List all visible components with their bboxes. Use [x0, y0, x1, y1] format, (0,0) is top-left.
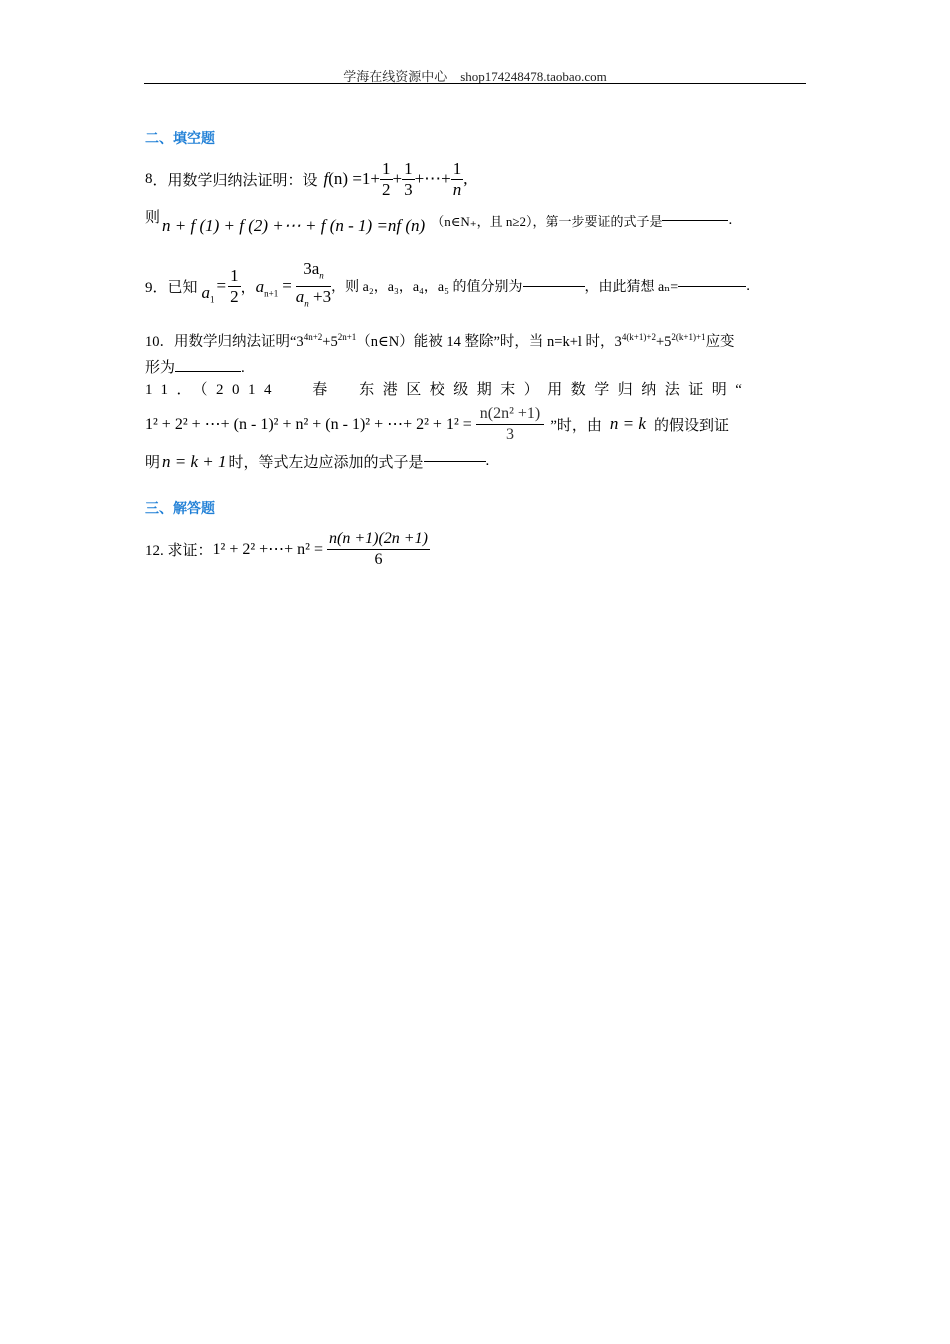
q12-frac: $\frac{n(n +1)(2n +1)}{6}$ — [329, 529, 428, 568]
q11-sum-expression: 1² + 2² + ⋯+ (n - 1)² + n² + (n - 1)² + ⋯+ 2² + 1² = — [145, 416, 472, 433]
section-title-answer: 三、解答题 — [145, 501, 215, 517]
q8-f: f — [323, 169, 329, 188]
q9-a1: $a_1$ — [201, 283, 215, 305]
q12-lead: 12. 求证： — [145, 542, 213, 559]
question-10-line2: 形为 . — [145, 360, 245, 376]
q8-eq-rest: (n) =1+ — [328, 169, 380, 188]
q11-after: ”时，由 — [550, 417, 602, 434]
q9-eq1: = — [216, 276, 227, 295]
header-rule — [144, 83, 806, 84]
q9-values-blank — [523, 286, 585, 287]
question-8-line2 — [145, 206, 732, 234]
question-10-line1: 10．用数学归纳法证明“$3^{4n+2}+5^{2n+1}(n\in N)$能被 14 整除”时，当 n=k+l 时，$3^{4(k+1)+2}+5^{2(k+1)+1}$应变 — [145, 332, 735, 350]
q8-then: 则 — [145, 210, 161, 226]
q8-frac-half: $\frac{1}{2}$ — [382, 158, 391, 199]
q9-frac-half: $\frac{1}{2}$ — [230, 265, 239, 306]
q11-nk1: n = k + 1 — [162, 451, 227, 471]
question-12 — [145, 525, 430, 573]
q10-answer-blank — [175, 371, 241, 372]
q8-frac-n: $\frac{1}{n}$ — [452, 158, 462, 199]
q9-text: ，则 a₂，a₃，a₄，a₅ 的值分别为 — [331, 280, 523, 295]
q8-sum-expression: n + f (1) + f (2) +⋯ + f (n - 1) =nf (n) — [162, 216, 426, 235]
q9-recurrence-frac: $\frac{3a_n}{a_n +3}$ — [295, 259, 332, 308]
q9-text2: ，由此猜想 aₙ= — [584, 280, 679, 295]
q8-answer-blank — [662, 220, 728, 221]
q8-ellipsis: +⋯+ — [414, 169, 451, 188]
q8-comma: , — [463, 169, 468, 188]
q9-eq2: = — [282, 276, 292, 295]
question-8-line1 — [145, 156, 468, 202]
q11-after2: 的假设到证 — [653, 417, 729, 434]
q8-lead: ．用数学归纳法证明：设 — [152, 172, 318, 189]
question-9 — [145, 258, 750, 314]
q9-comma: ， — [240, 279, 256, 296]
question-11-line2 — [145, 400, 729, 448]
q12-sum-expression: 1² + 2² +⋯+ n² = — [212, 541, 323, 558]
q8-frac-third: $\frac{1}{3}$ — [404, 158, 413, 199]
q11-answer-blank — [424, 461, 486, 462]
page-header: 学海在线资源中心 shop174248478.taobao.com — [343, 69, 607, 84]
q9-guess-blank — [678, 286, 746, 287]
q8-condition: （n∈N₊，且 n≥2），第一步要证的式子是 — [431, 213, 663, 229]
q8-end: . — [728, 211, 733, 228]
section-title-fill-blank: 二、填空题 — [145, 131, 215, 147]
q11-nk: n = k — [609, 414, 646, 433]
question-11-line3: 明 n = k + 1 时，等式左边应添加的式子是 . — [145, 451, 490, 471]
q8-number: 8 — [145, 170, 153, 187]
q11-frac: $\frac{\text{n(2n² +1)}}{3}$ — [476, 404, 544, 445]
q9-lead: 9．已知 — [145, 279, 198, 296]
question-11-line1: 11．（2014 春 东港区校级期末）用数学归纳法证明“ — [145, 382, 751, 398]
q9-an1: $a_{n+1}$ — [255, 277, 279, 299]
q9-end: . — [746, 277, 750, 294]
q8-plus: + — [392, 169, 403, 188]
